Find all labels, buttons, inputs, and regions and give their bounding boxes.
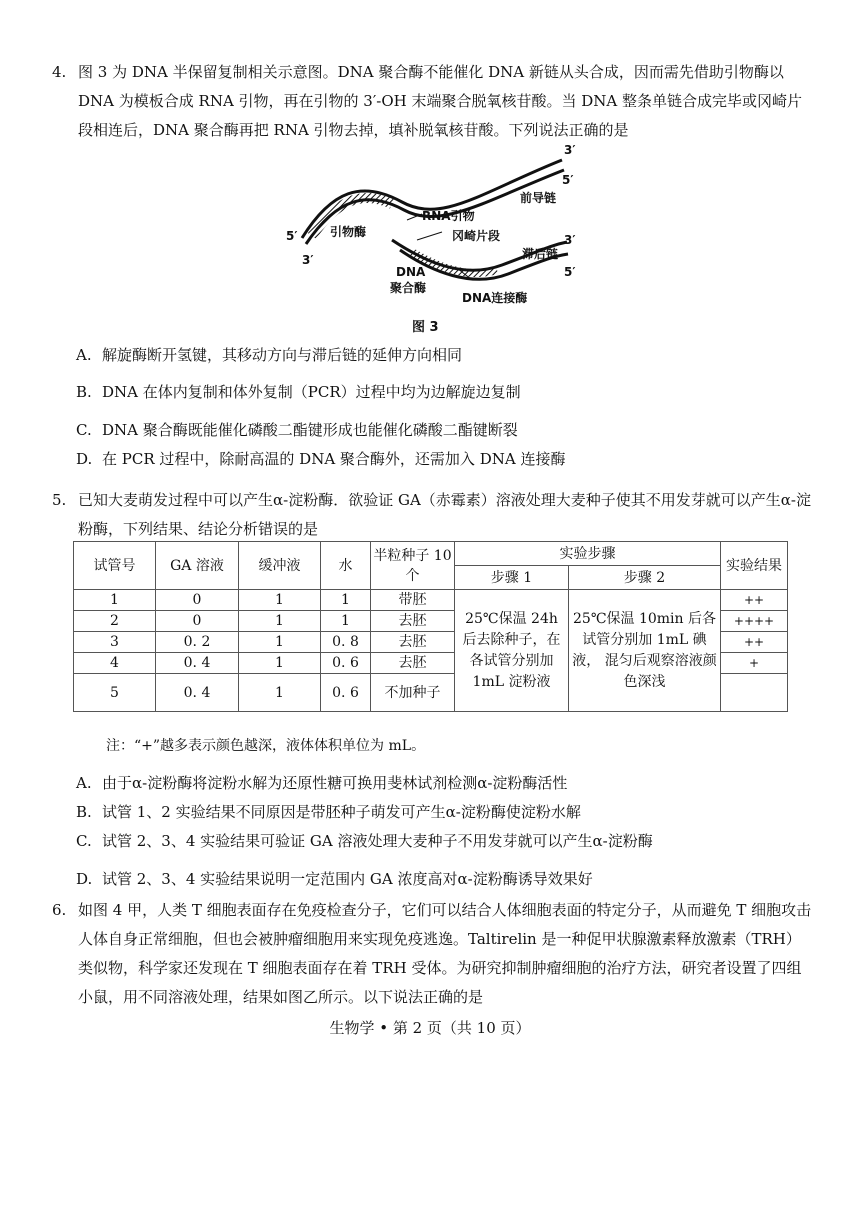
- option-text: DNA 在体内复制和体外复制（PCR）过程中均为边解旋边复制: [102, 383, 521, 401]
- cell-water: 1: [321, 590, 371, 611]
- header-step1: 步骤 1: [455, 566, 569, 590]
- label-right-3: 3′: [564, 233, 576, 247]
- q5-option-a[interactable]: [76, 772, 567, 794]
- cell-step2: 25℃保温 10min 后各试管分别加 1mL 碘液， 混匀后观察溶液颜色深浅: [569, 590, 721, 712]
- label-dna-polymerase-line2: 聚合酶: [390, 281, 427, 295]
- q5-option-c[interactable]: [76, 830, 653, 852]
- header-tube: 试管号: [74, 542, 156, 590]
- cell-ga: 0: [156, 611, 239, 632]
- q4-option-a[interactable]: [76, 344, 462, 366]
- question-6: [52, 896, 812, 1012]
- label-left-5: 5′: [286, 229, 298, 243]
- header-result: 实验结果: [721, 542, 788, 590]
- option-letter: A.: [76, 346, 92, 364]
- question-stem: 图 3 为 DNA 半保留复制相关示意图。DNA 聚合酶不能催化 DNA 新链从头合成，因而需先借助引物酶以 DNA 为模板合成 RNA 引物，再在引物的 3′-OH 末端聚合脱氧核苷酸。当 DNA 整条单链合成完毕或冈崎片段相连后，DNA 聚合酶再把 RNA 引物去掉，填补脱氧核苷酸。下列说法正确的是: [78, 63, 802, 139]
- cell-water: 0. 8: [321, 632, 371, 653]
- cell-water: 1: [321, 611, 371, 632]
- header-water: 水: [321, 542, 371, 590]
- cell-tube: 5: [74, 674, 156, 712]
- option-letter: B.: [76, 803, 92, 821]
- label-leading-strand: 前导链: [520, 191, 557, 205]
- cell-result: ++: [721, 590, 788, 611]
- cell-ga: 0. 4: [156, 653, 239, 674]
- question-number: 6.: [52, 901, 67, 919]
- q4-option-c[interactable]: [76, 419, 518, 441]
- option-letter: D.: [76, 450, 93, 468]
- label-left-3: 3′: [302, 253, 314, 267]
- cell-seed: 去胚: [371, 653, 455, 674]
- cell-result: [721, 674, 788, 712]
- cell-seed: 去胚: [371, 632, 455, 653]
- option-letter: A.: [76, 774, 92, 792]
- header-steps: 实验步骤: [455, 542, 721, 566]
- cell-tube: 2: [74, 611, 156, 632]
- cell-result: +: [721, 653, 788, 674]
- table-row: [74, 590, 788, 611]
- label-primase: 引物酶: [330, 225, 367, 239]
- option-letter: C.: [76, 832, 92, 850]
- header-step2: 步骤 2: [569, 566, 721, 590]
- question-number: 4.: [52, 63, 67, 81]
- dna-replication-figure: [282, 140, 582, 310]
- option-letter: D.: [76, 870, 93, 888]
- option-text: 在 PCR 过程中，除耐高温的 DNA 聚合酶外，还需加入 DNA 连接酶: [102, 450, 566, 468]
- option-letter: C.: [76, 421, 92, 439]
- cell-tube: 4: [74, 653, 156, 674]
- option-text: 由于α-淀粉酶将淀粉水解为还原性糖可换用斐林试剂检测α-淀粉酶活性: [102, 774, 568, 792]
- cell-result: ++++: [721, 611, 788, 632]
- q4-option-b[interactable]: [76, 381, 521, 403]
- cell-ga: 0: [156, 590, 239, 611]
- question-stem: 如图 4 甲，人类 T 细胞表面存在免疫检查分子，它们可以结合人体细胞表面的特定分子，从而避免 T 细胞攻击人体自身正常细胞，但也会被肿瘤细胞用来实现免疫逃逸。Taltirelin 是一种促甲状腺激素释放激素（TRH）类似物，科学家还发现在 T 细胞表面存在着 TRH 受体。为研究抑制肿瘤细胞的治疗方法，研究者设置了四组小鼠，用不同溶液处理，结果如图乙所示。以下说法正确的是: [78, 901, 812, 1006]
- option-letter: B.: [76, 383, 92, 401]
- label-dna-polymerase-line1: DNA: [396, 265, 426, 279]
- cell-result: ++: [721, 632, 788, 653]
- label-okazaki-fragment: 冈崎片段: [452, 229, 501, 243]
- option-text: 解旋酶断开氢键，其移动方向与滞后链的延伸方向相同: [102, 346, 463, 364]
- cell-buffer: 1: [239, 590, 321, 611]
- header-seeds: 半粒种子 10 个: [371, 542, 455, 590]
- cell-tube: 3: [74, 632, 156, 653]
- cell-ga: 0. 4: [156, 674, 239, 712]
- cell-step1: 25℃保温 24h 后去除种子，在各试管分别加 1mL 淀粉液: [455, 590, 569, 712]
- cell-water: 0. 6: [321, 653, 371, 674]
- cell-tube: 1: [74, 590, 156, 611]
- cell-seed: 去胚: [371, 611, 455, 632]
- question-5: [52, 486, 812, 544]
- experiment-table: [73, 541, 788, 712]
- label-right-5: 5′: [564, 265, 576, 279]
- option-text: DNA 聚合酶既能催化磷酸二酯键形成也能催化磷酸二酯键断裂: [102, 421, 518, 439]
- question-stem: 已知大麦萌发过程中可以产生α-淀粉酶．欲验证 GA（赤霉素）溶液处理大麦种子使其不用发芽就可以产生α-淀粉酶，下列结果、结论分析错误的是: [78, 491, 811, 538]
- label-top-5: 5′: [562, 173, 574, 187]
- cell-ga: 0. 2: [156, 632, 239, 653]
- label-dna-ligase: DNA连接酶: [462, 291, 528, 305]
- cell-buffer: 1: [239, 632, 321, 653]
- question-number: 5.: [52, 491, 67, 509]
- header-ga: GA 溶液: [156, 542, 239, 590]
- cell-buffer: 1: [239, 653, 321, 674]
- label-rna-primer: RNA引物: [422, 209, 475, 223]
- option-text: 试管 2、3、4 实验结果说明一定范围内 GA 浓度高对α-淀粉酶诱导效果好: [102, 870, 593, 888]
- cell-buffer: 1: [239, 674, 321, 712]
- header-buffer: 缓冲液: [239, 542, 321, 590]
- cell-seed: 不加种子: [371, 674, 455, 712]
- option-text: 试管 1、2 实验结果不同原因是带胚种子萌发可产生α-淀粉酶使淀粉水解: [102, 803, 581, 821]
- q4-option-d[interactable]: [76, 448, 565, 470]
- figure-caption: 图 3: [412, 320, 439, 335]
- cell-water: 0. 6: [321, 674, 371, 712]
- label-lagging-strand: 滞后链: [522, 247, 559, 261]
- cell-seed: 带胚: [371, 590, 455, 611]
- q5-option-d[interactable]: [76, 868, 593, 890]
- cell-buffer: 1: [239, 611, 321, 632]
- q5-option-b[interactable]: [76, 801, 581, 823]
- question-4: [52, 58, 812, 145]
- table-note: 注：“+”越多表示颜色越深，液体体积单位为 mL。: [106, 738, 426, 754]
- label-top-3: 3′: [564, 143, 576, 157]
- page-footer: 生物学 • 第 2 页（共 10 页）: [329, 1019, 531, 1037]
- option-text: 试管 2、3、4 实验结果可验证 GA 溶液处理大麦种子不用发芽就可以产生α-淀粉酶: [102, 832, 653, 850]
